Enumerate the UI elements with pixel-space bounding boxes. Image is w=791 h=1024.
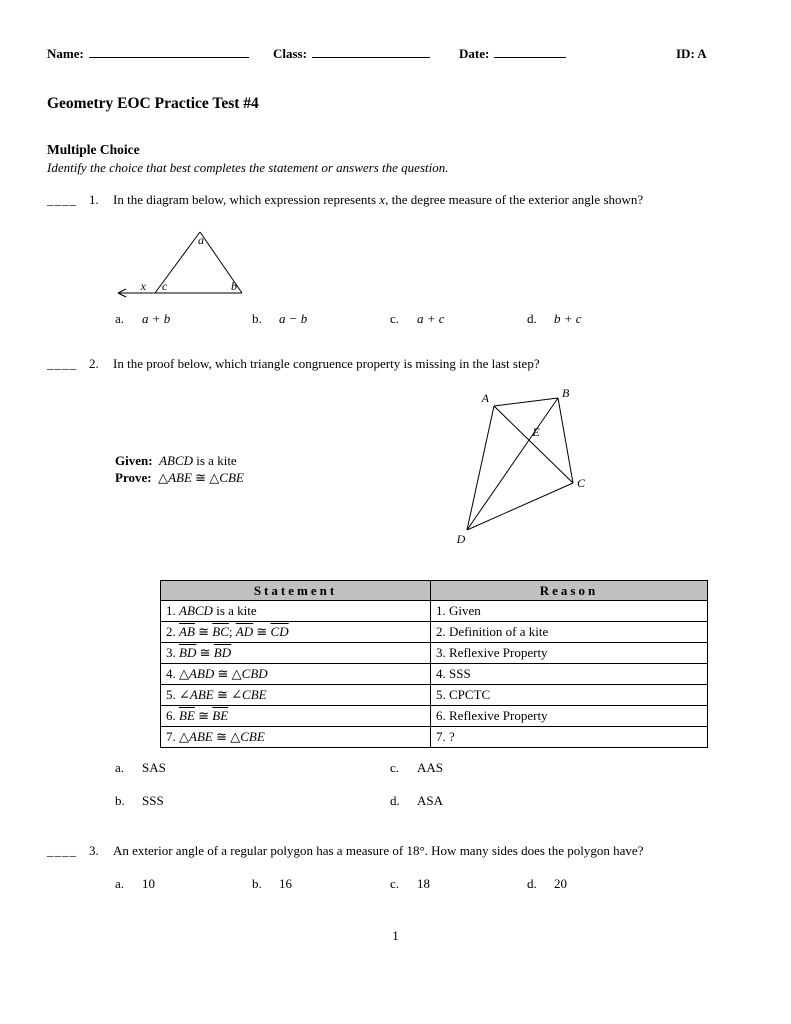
q3-choice-c-text: 18: [417, 876, 430, 891]
question-1-number: 1.: [89, 192, 99, 207]
q1-choice-b: [252, 311, 307, 327]
q2-choice-c: [390, 760, 443, 776]
q3-choice-d: [527, 876, 567, 892]
date-blank-line: [494, 47, 566, 58]
class-blank-line: [312, 47, 430, 58]
prove-line: [115, 469, 244, 486]
q3-choice-a: [115, 876, 155, 892]
reason-cell: 7. ?: [431, 727, 708, 748]
class-field: [273, 46, 430, 62]
q2-choice-c-text: AAS: [417, 760, 444, 775]
page-title: Geometry EOC Practice Test #4: [47, 95, 259, 112]
q1-choice-d: [527, 311, 582, 327]
statement-header: Statement: [161, 581, 431, 601]
q2-choice-a: [115, 760, 166, 776]
vertex-C-label: C: [577, 476, 586, 490]
section-heading: Multiple Choice: [47, 142, 140, 157]
q3-choice-b-letter: b.: [252, 876, 262, 891]
q2-choice-b-letter: b.: [115, 793, 125, 808]
q1-choice-a-text: a + b: [142, 311, 171, 326]
proof-row-2: [161, 622, 708, 643]
vertex-B-label: B: [562, 388, 570, 400]
reason-cell: 6. Reflexive Property: [431, 706, 708, 727]
q2-choice-a-text: SAS: [142, 760, 166, 775]
question-1-answer-blank: ____: [47, 192, 77, 207]
q2-choice-a-letter: a.: [115, 760, 125, 775]
proof-row-1: [161, 601, 708, 622]
q3-choice-b-text: 16: [279, 876, 292, 891]
q1-choice-b-letter: b.: [252, 311, 262, 326]
question-3: [47, 843, 643, 859]
q1-choice-c-letter: c.: [390, 311, 400, 326]
question-2-number: 2.: [89, 356, 99, 371]
document-id: ID: A: [676, 46, 707, 61]
reason-cell: 5. CPCTC: [431, 685, 708, 706]
reason-header: Reason: [431, 581, 708, 601]
q1-choice-a: [115, 311, 170, 327]
statement-cell: 2. $\overline{AB}$ ≅ $\overline{BC}$; $\overline{AD}$ ≅ $\overline{CD}$: [161, 622, 431, 643]
q2-choice-b-text: SSS: [142, 793, 164, 808]
date-field: [459, 46, 566, 62]
prove-label: Prove:: [115, 470, 152, 485]
q2-choice-d-text: ASA: [417, 793, 444, 808]
proof-header-row: [161, 581, 708, 601]
q1-choice-c: [390, 311, 445, 327]
statement-cell: 4. △ABD ≅ △CBD: [161, 664, 431, 685]
q1-choice-b-text: a − b: [279, 311, 308, 326]
arrowhead-lower: [118, 293, 126, 297]
q3-choice-a-letter: a.: [115, 876, 125, 891]
proof-row-5: [161, 685, 708, 706]
angle-a-label: a: [198, 233, 204, 247]
prove-content: △ABE ≅ △CBE: [158, 470, 244, 485]
proof-table: [160, 580, 708, 748]
kite-diagram: [448, 388, 598, 558]
date-label: Date:: [459, 46, 490, 61]
question-2: [47, 356, 540, 372]
proof-row-3: [161, 643, 708, 664]
q1-choice-d-text: b + c: [554, 311, 582, 326]
reason-cell: 2. Definition of a kite: [431, 622, 708, 643]
q3-choice-c-letter: c.: [390, 876, 400, 891]
question-3-answer-blank: ____: [47, 843, 77, 858]
vertex-D-label: D: [456, 532, 466, 546]
proof-row-6: [161, 706, 708, 727]
point-E-label: E: [532, 425, 540, 439]
q2-choice-b: [115, 793, 164, 809]
section-instructions: Identify the choice that best completes the statement or answers the question.: [47, 160, 449, 175]
proof-row-7: [161, 727, 708, 748]
given-prove-block: [115, 452, 244, 486]
kite-side-AB: [494, 398, 558, 406]
statement-cell: 7. △ABE ≅ △CBE: [161, 727, 431, 748]
q3-choice-c: [390, 876, 430, 892]
page-number: 1: [392, 928, 399, 943]
angle-x-label: x: [140, 279, 146, 293]
question-3-number: 3.: [89, 843, 99, 858]
question-2-answer-blank: ____: [47, 356, 77, 371]
name-blank-line: [89, 47, 249, 58]
statement-cell: 6. $\overline{BE}$ ≅ $\overline{BE}$: [161, 706, 431, 727]
statement-cell: 1. ABCD is a kite: [161, 601, 431, 622]
question-1: [47, 192, 643, 208]
q3-choice-a-text: 10: [142, 876, 155, 891]
given-content: ABCD is a kite: [159, 453, 237, 468]
triangle-exterior-angle-diagram: [115, 220, 285, 305]
angle-c-label: c: [162, 279, 168, 293]
reason-cell: 1. Given: [431, 601, 708, 622]
angle-b-label: b: [231, 279, 237, 293]
arrowhead-upper: [118, 289, 126, 293]
vertex-A-label: A: [481, 391, 489, 405]
name-label: Name:: [47, 46, 84, 61]
kite-side-DA: [467, 406, 494, 530]
q2-choice-d-letter: d.: [390, 793, 400, 808]
question-1-text: In the diagram below, which expression represents x, the degree measure of the exterior angle shown?: [113, 192, 644, 207]
q3-choice-d-letter: d.: [527, 876, 537, 891]
q3-choice-d-text: 20: [554, 876, 567, 891]
reason-cell: 4. SSS: [431, 664, 708, 685]
class-label: Class:: [273, 46, 307, 61]
q1-choice-a-letter: a.: [115, 311, 125, 326]
proof-row-4: [161, 664, 708, 685]
given-label: Given:: [115, 453, 153, 468]
reason-cell: 3. Reflexive Property: [431, 643, 708, 664]
statement-cell: 3. $\overline{BD}$ ≅ $\overline{BD}$: [161, 643, 431, 664]
question-2-text: In the proof below, which triangle congruence property is missing in the last step?: [113, 356, 540, 371]
q1-choice-c-text: a + c: [417, 311, 445, 326]
q2-choice-d: [390, 793, 443, 809]
q2-choice-c-letter: c.: [390, 760, 400, 775]
name-field: [47, 46, 249, 62]
q1-choice-d-letter: d.: [527, 311, 537, 326]
q3-choice-b: [252, 876, 292, 892]
statement-cell: 5. ∠ABE ≅ ∠CBE: [161, 685, 431, 706]
given-line: [115, 452, 244, 469]
question-3-text: An exterior angle of a regular polygon has a measure of 18°. How many sides does the polygon have?: [113, 843, 644, 858]
